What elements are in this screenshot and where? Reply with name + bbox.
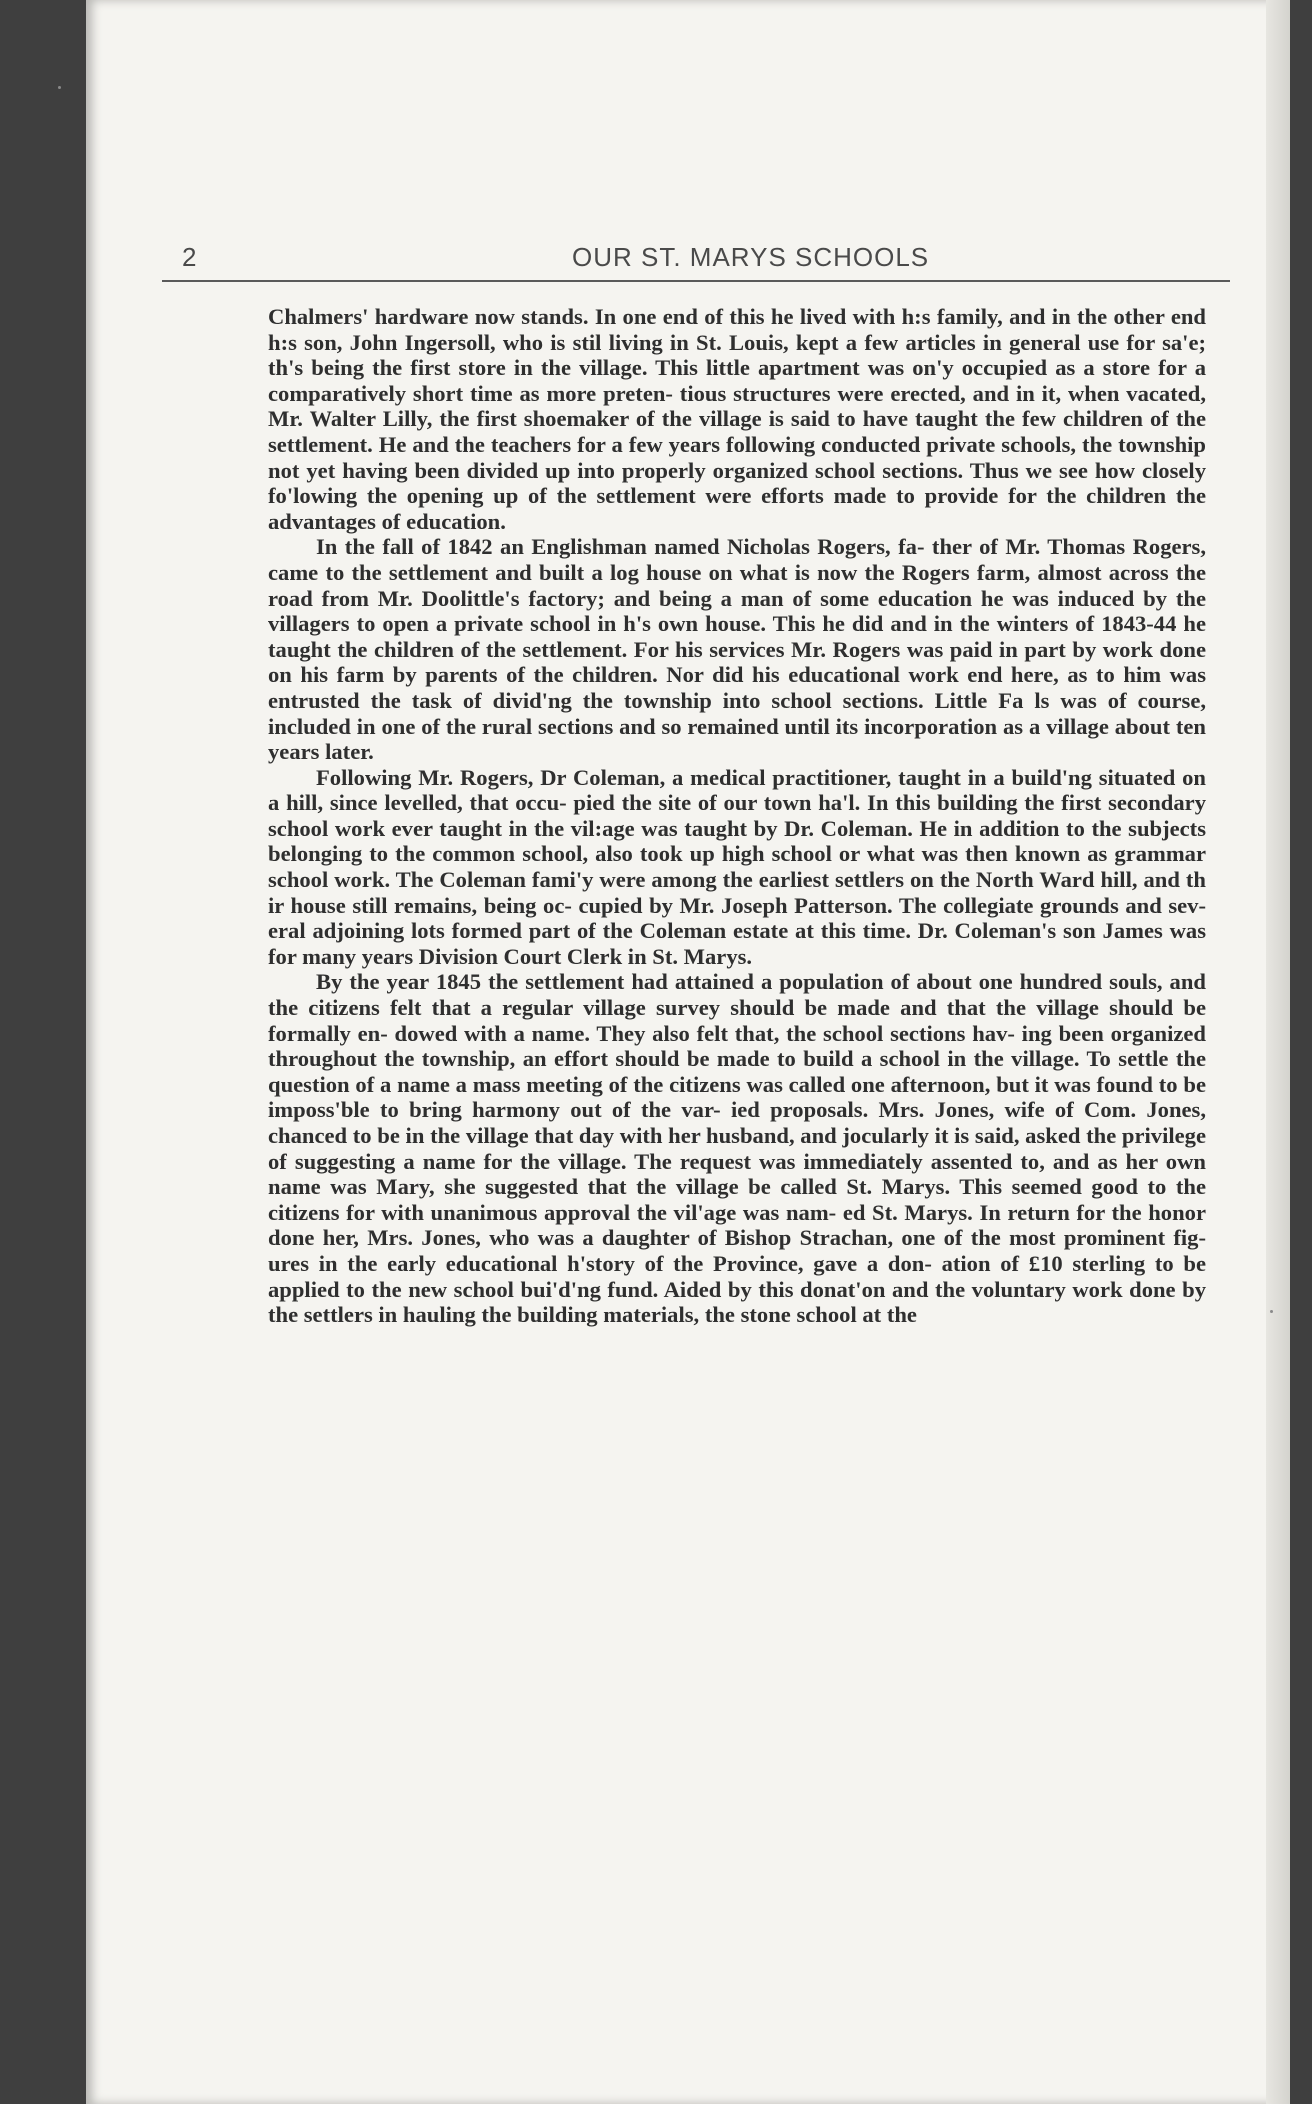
scan-speck <box>1270 1310 1273 1313</box>
scan-speck <box>58 86 61 89</box>
page-number: 2 <box>182 242 197 272</box>
paragraph: Following Mr. Rogers, Dr Coleman, a medical practitioner, taught in a build'ng situated on a hill, since levelled, that occu- pied the site of our town ha'l. In this building the first secondary school work ever taught in the vil:age was taught by Dr. Coleman. He in addition to the subjects belonging to the common school, also took up high school or what was then known as grammar school work. The Coleman fami'y were among the earliest settlers on the North Ward hill, and th ir house still remains, being oc- cupied by Mr. Joseph Patterson. The collegiate grounds and sev- eral adjoining lots formed part of the Coleman estate at this time. Dr. Coleman's son James was for many years Division Court Clerk in St. Marys. <box>268 764 1206 969</box>
body-text <box>268 304 1206 1328</box>
paragraph: By the year 1845 the settlement had attained a population of about one hundred souls, and the citizens felt that a regular village survey should be made and that the village should be formally en- dowed with a name. They also felt that, the school sections hav- ing been organized throughout the township, an effort should be made to build a school in the village. To settle the question of a name a mass meeting of the citizens was called one afternoon, but it was found to be imposs'ble to bring harmony out of the var- ied proposals. Mrs. Jones, wife of Com. Jones, chanced to be in the village that day with her husband, and jocularly it is said, asked the privilege of suggesting a name for the village. The request was immediately assented to, and as her own name was Mary, she suggested that the village be called St. Marys. This seemed good to the citizens for with unanimous approval the vil'age was nam- ed St. Marys. In return for the honor done her, Mrs. Jones, who was a daughter of Bishop Strachan, one of the most prominent fig- ures in the early educational h'story of the Province, gave a don- ation of £10 sterling to be applied to the new school bui'd'ng fund. Aided by this donat'on and the voluntary work done by the settlers in hauling the building materials, the stone school at the <box>268 969 1206 1328</box>
running-title: OUR ST. MARYS SCHOOLS <box>572 242 930 272</box>
page-edge <box>1266 0 1290 2104</box>
paragraph: Chalmers' hardware now stands. In one end of this he lived with h:s family, and in the other end h:s son, John Ingersoll, who is stil living in St. Louis, kept a few articles in general use for sa'e; th's being the first store in the village. This little apartment was on'y occupied as a store for a comparatively short time as more preten- tious structures were erected, and in it, when vacated, Mr. Walter Lilly, the first shoemaker of the village is said to have taught the few children of the settlement. He and the teachers for a few years following conducted private schools, the township not yet having been divided up into properly organized school sections. Thus we see how closely fo'lowing the opening up of the settlement were efforts made to provide for the children the advantages of education. <box>268 304 1206 534</box>
header-rule <box>162 280 1230 282</box>
paragraph: In the fall of 1842 an Englishman named Nicholas Rogers, fa- ther of Mr. Thomas Rogers, came to the settlement and built a log house on what is now the Rogers farm, almost across the road from Mr. Doolittle's factory; and being a man of some education he was induced by the villagers to open a private school in h's own house. This he did and in the winters of 1843-44 he taught the children of the settlement. For his services Mr. Rogers was paid in part by work done on his farm by parents of the children. Nor did his educational work end here, as to him was entrusted the task of divid'ng the township into school sections. Little Fa ls was of course, included in one of the rural sections and so remained until its incorporation as a village about ten years later. <box>268 534 1206 765</box>
page-header <box>182 242 1232 282</box>
